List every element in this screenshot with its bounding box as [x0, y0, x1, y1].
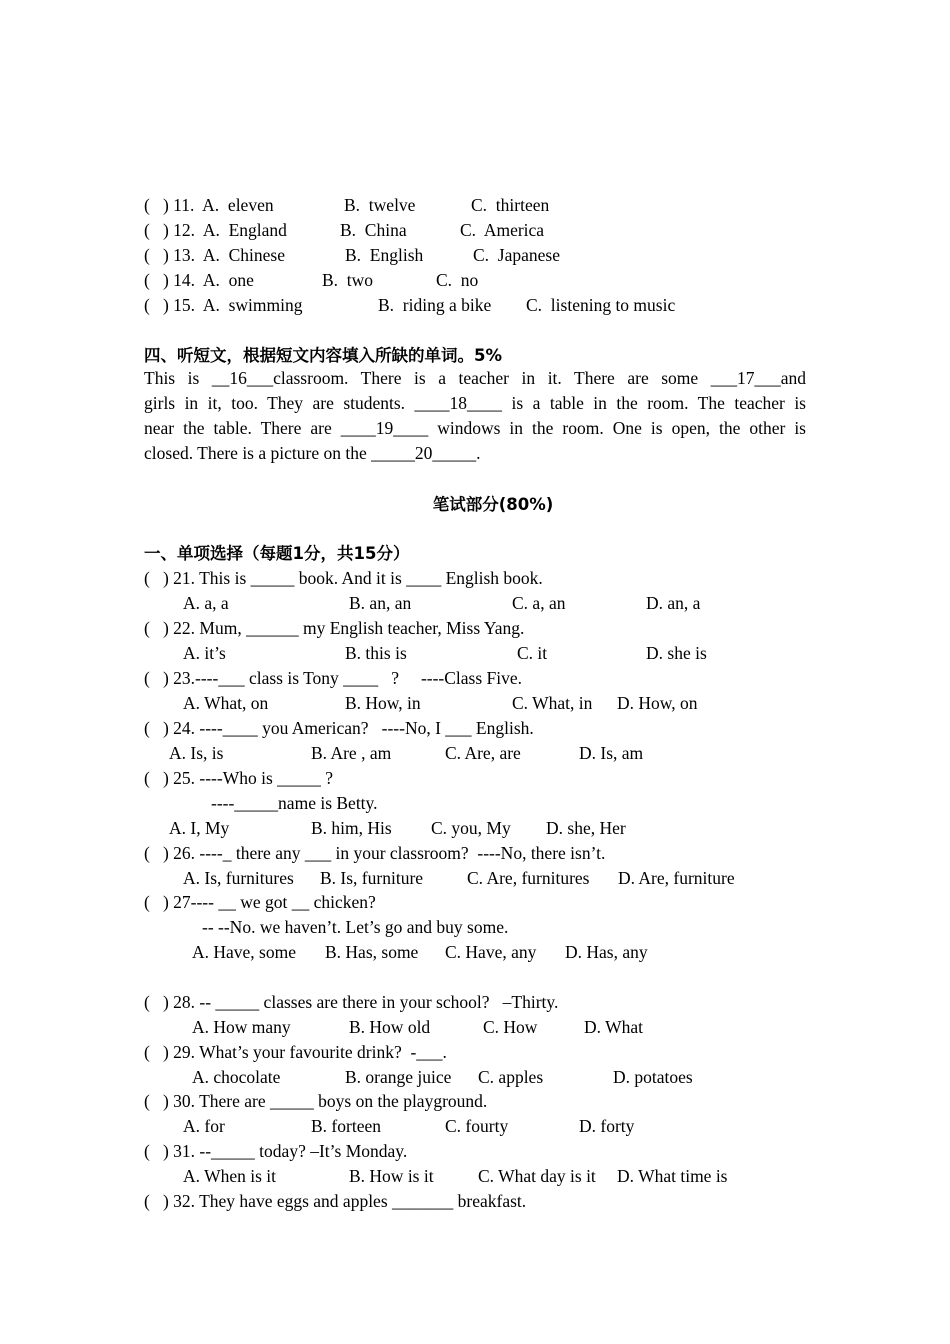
question-13-option-c: C. Japanese: [473, 245, 560, 265]
question-28-option-b: B. How old: [349, 1017, 431, 1037]
question-30-option-d: D. forty: [579, 1116, 635, 1136]
question-12-option-c: C. America: [460, 220, 545, 240]
question-21-option-d: D. an, a: [646, 593, 701, 613]
question-22-option-d: D. she is: [646, 643, 707, 663]
question-26-option-a: A. Is, furnitures: [183, 868, 294, 888]
question-21-option-b: B. an, an: [349, 593, 412, 613]
question-26-option-d: D. Are, furniture: [618, 868, 735, 888]
question-25-reply: ----_____name is Betty.: [211, 793, 378, 813]
question-23-option-b: B. How, in: [345, 693, 421, 713]
question-15-option-c: C. listening to music: [526, 295, 676, 315]
question-11-option-b: B. twelve: [344, 195, 416, 215]
question-22-option-a: A. it’s: [183, 643, 226, 663]
section-4-title: 四、听短文，根据短文内容填入所缺的单词。5%: [144, 346, 503, 365]
question-31: ( ) 31. --_____ today? –It’s Monday.: [144, 1141, 408, 1161]
passage-line-1: This is __16___classroom. There is a teacher in it. There are some ___17___and: [144, 368, 806, 388]
question-30-option-c: C. fourty: [445, 1116, 509, 1136]
question-31-option-c: C. What day is it: [478, 1166, 596, 1186]
question-28-option-d: D. What: [584, 1017, 643, 1037]
question-22-option-b: B. this is: [345, 643, 407, 663]
question-23: ( ) 23.----___ class is Tony ____ ? ----Class Five.: [144, 668, 523, 688]
question-32: ( ) 32. They have eggs and apples _______ breakfast.: [144, 1191, 527, 1211]
passage-line-2: girls in it, too. They are students. ____18____ is a table in the room. The teacher is: [144, 393, 806, 413]
question-23-option-c: C. What, in: [512, 693, 593, 713]
question-26: ( ) 26. ----_ there any ___ in your classroom? ----No, there isn’t.: [144, 843, 606, 863]
question-30: ( ) 30. There are _____ boys on the playground.: [144, 1091, 488, 1111]
question-11-option-c: C. thirteen: [471, 195, 550, 215]
question-26-option-c: C. Are, furnitures: [467, 868, 590, 888]
question-14-stem: ( ) 14. A. one: [144, 270, 254, 290]
question-22-option-c: C. it: [517, 643, 548, 663]
question-21: ( ) 21. This is _____ book. And it is ____ English book.: [144, 568, 543, 588]
question-28: ( ) 28. -- _____ classes are there in your school? –Thirty.: [144, 992, 559, 1012]
question-29-option-b: B. orange juice: [345, 1067, 452, 1087]
question-27-reply: -- --No. we haven’t. Let’s go and buy some.: [202, 917, 509, 937]
question-21-option-c: C. a, an: [512, 593, 566, 613]
passage-line-3: near the table. There are ____19____ windows in the room. One is open, the other is: [144, 418, 806, 438]
question-29-option-a: A. chocolate: [192, 1067, 281, 1087]
question-27: ( ) 27---- __ we got __ chicken?: [144, 892, 376, 912]
question-13-option-b: B. English: [345, 245, 424, 265]
question-13-stem: ( ) 13. A. Chinese: [144, 245, 285, 265]
question-11-stem: ( ) 11. A. eleven: [144, 195, 274, 215]
question-15-option-b: B. riding a bike: [378, 295, 492, 315]
question-25-option-a: A. I, My: [169, 818, 230, 838]
question-30-option-b: B. forteen: [311, 1116, 381, 1136]
question-24: ( ) 24. ----____ you American? ----No, I ___ English.: [144, 718, 534, 738]
question-12-stem: ( ) 12. A. England: [144, 220, 287, 240]
question-14-option-c: C. no: [436, 270, 479, 290]
passage-line-4: closed. There is a picture on the _____20_____.: [144, 443, 481, 463]
question-15-stem: ( ) 15. A. swimming: [144, 295, 303, 315]
question-27-option-d: D. Has, any: [565, 942, 648, 962]
question-21-option-a: A. a, a: [183, 593, 229, 613]
question-14-option-b: B. two: [322, 270, 374, 290]
section-4-passage: [144, 366, 806, 466]
question-26-option-b: B. Is, furniture: [320, 868, 424, 888]
question-28-option-a: A. How many: [192, 1017, 291, 1037]
section-1-title: 一、单项选择（每题1分，共15分）: [144, 544, 410, 563]
question-25-option-b: B. him, His: [311, 818, 392, 838]
question-29-option-c: C. apples: [478, 1067, 544, 1087]
question-24-option-d: D. Is, am: [579, 743, 644, 763]
question-25-option-d: D. she, Her: [546, 818, 626, 838]
question-24-option-c: C. Are, are: [445, 743, 521, 763]
question-23-option-a: A. What, on: [183, 693, 269, 713]
question-12-option-b: B. China: [340, 220, 407, 240]
question-25-option-c: C. you, My: [431, 818, 511, 838]
question-31-option-b: B. How is it: [349, 1166, 434, 1186]
question-29: ( ) 29. What’s your favourite drink? -___.: [144, 1042, 447, 1062]
question-27-option-a: A. Have, some: [192, 942, 297, 962]
question-31-option-a: A. When is it: [183, 1166, 277, 1186]
question-30-option-a: A. for: [183, 1116, 225, 1136]
question-24-option-b: B. Are , am: [311, 743, 392, 763]
question-24-option-a: A. Is, is: [169, 743, 224, 763]
question-27-option-b: B. Has, some: [325, 942, 419, 962]
question-25: ( ) 25. ----Who is _____ ?: [144, 768, 334, 788]
question-31-option-d: D. What time is: [617, 1166, 728, 1186]
question-28-option-c: C. How: [483, 1017, 538, 1037]
question-27-option-c: C. Have, any: [445, 942, 537, 962]
question-23-option-d: D. How, on: [617, 693, 698, 713]
question-22: ( ) 22. Mum, ______ my English teacher, Miss Yang.: [144, 618, 525, 638]
question-29-option-d: D. potatoes: [613, 1067, 693, 1087]
written-part-title: 笔试部分(80%): [432, 495, 554, 514]
